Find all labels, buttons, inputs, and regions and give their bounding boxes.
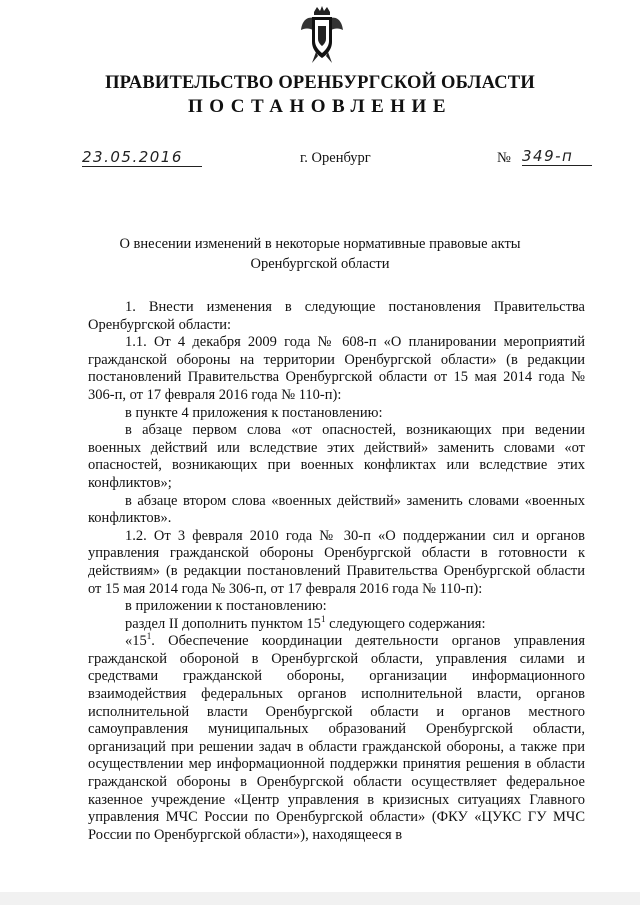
document-number: 349-п (522, 147, 592, 166)
paragraph-abzac-2: в абзаце втором слова «военных действий» заменить словами «военных конфликтов». (88, 492, 585, 527)
document-city: г. Оренбург (300, 150, 371, 166)
subject-line-1: О внесении изменений в некоторые нормативные правовые акты (119, 236, 521, 252)
section-2-sup: 1 (320, 613, 326, 624)
paragraph-section-2 (88, 613, 585, 634)
item-15-1-sup: 1 (146, 631, 152, 642)
paragraph-1-1: 1.1. От 4 декабря 2009 года № 608-п «О планировании мероприятий гражданской обороны на территории Оренбургской области» (в редакции постановлений Правительства Оренбургской области от 15 мая 2014 года № 306-п, от 17 февраля 2016 года № 110-п): (88, 334, 585, 403)
section-2-text-a: раздел II дополнить пунктом 15 (125, 615, 321, 632)
subject-line-2: Оренбургской области (250, 256, 390, 272)
document-type-title: ПОСТАНОВЛЕНИЕ (187, 96, 453, 117)
document-body (88, 299, 585, 844)
government-title: ПРАВИТЕЛЬСТВО ОРЕНБУРГСКОЙ ОБЛАСТИ (105, 73, 535, 93)
coat-of-arms-icon (300, 6, 344, 64)
item-15-1-text-b: . Обеспечение координации деятельности органов управления гражданской обороной в Оренбургской области, управления силами и средствами гражданской обороны, организации информационного взаимодействия федеральных органов исполнительной власти, органов исполнительной власти Оренбургской области и органов местного самоуправления муниципальных образований Оренбургской области, организаций при решении задач в области гражданской обороны, а также при осуществлении мер информационной поддержки принятия решения в области гражданской обороны в Оренбургской области осуществляет федеральное казенное учреждение «Центр управления в кризисных ситуациях Главного управления МЧС России по Оренбургской области» (ФКУ «ЦУКС ГУ МЧС России по Оренбургской области»), находящееся в (88, 633, 585, 843)
number-label: № (497, 150, 511, 166)
document-subject (0, 234, 640, 274)
document-date: 23.05.2016 (82, 148, 202, 167)
paragraph-1-2: 1.2. От 3 февраля 2010 года № 30-п «О поддержании сил и органов управления гражданской обороны Оренбургской области в готовности к действиям» (в редакции постановлений Правительства Оренбургской области от 15 мая 2014 года № 306-п, от 17 февраля 2016 года № 110-п): (88, 527, 585, 597)
paragraph-15-1 (88, 633, 585, 844)
item-15-1-text-a: «15 (125, 633, 147, 650)
paragraph-abzac-1: в абзаце первом слова «от опасностей, возникающих при ведении военных действий или вследствие этих действий» заменить словами «от опасностей, возникающих при военных конфликтах или вследствие этих конфликтов»; (88, 422, 585, 491)
paragraph-appendix: в приложении к постановлению: (125, 598, 327, 615)
paragraph-item-4: в пункте 4 приложения к постановлению: (125, 404, 383, 421)
section-2-text-b: следующего содержания: (325, 615, 486, 632)
page-bottom-edge (0, 892, 640, 905)
paragraph-1: 1. Внести изменения в следующие постановления Правительства Оренбургской области: (88, 299, 585, 333)
